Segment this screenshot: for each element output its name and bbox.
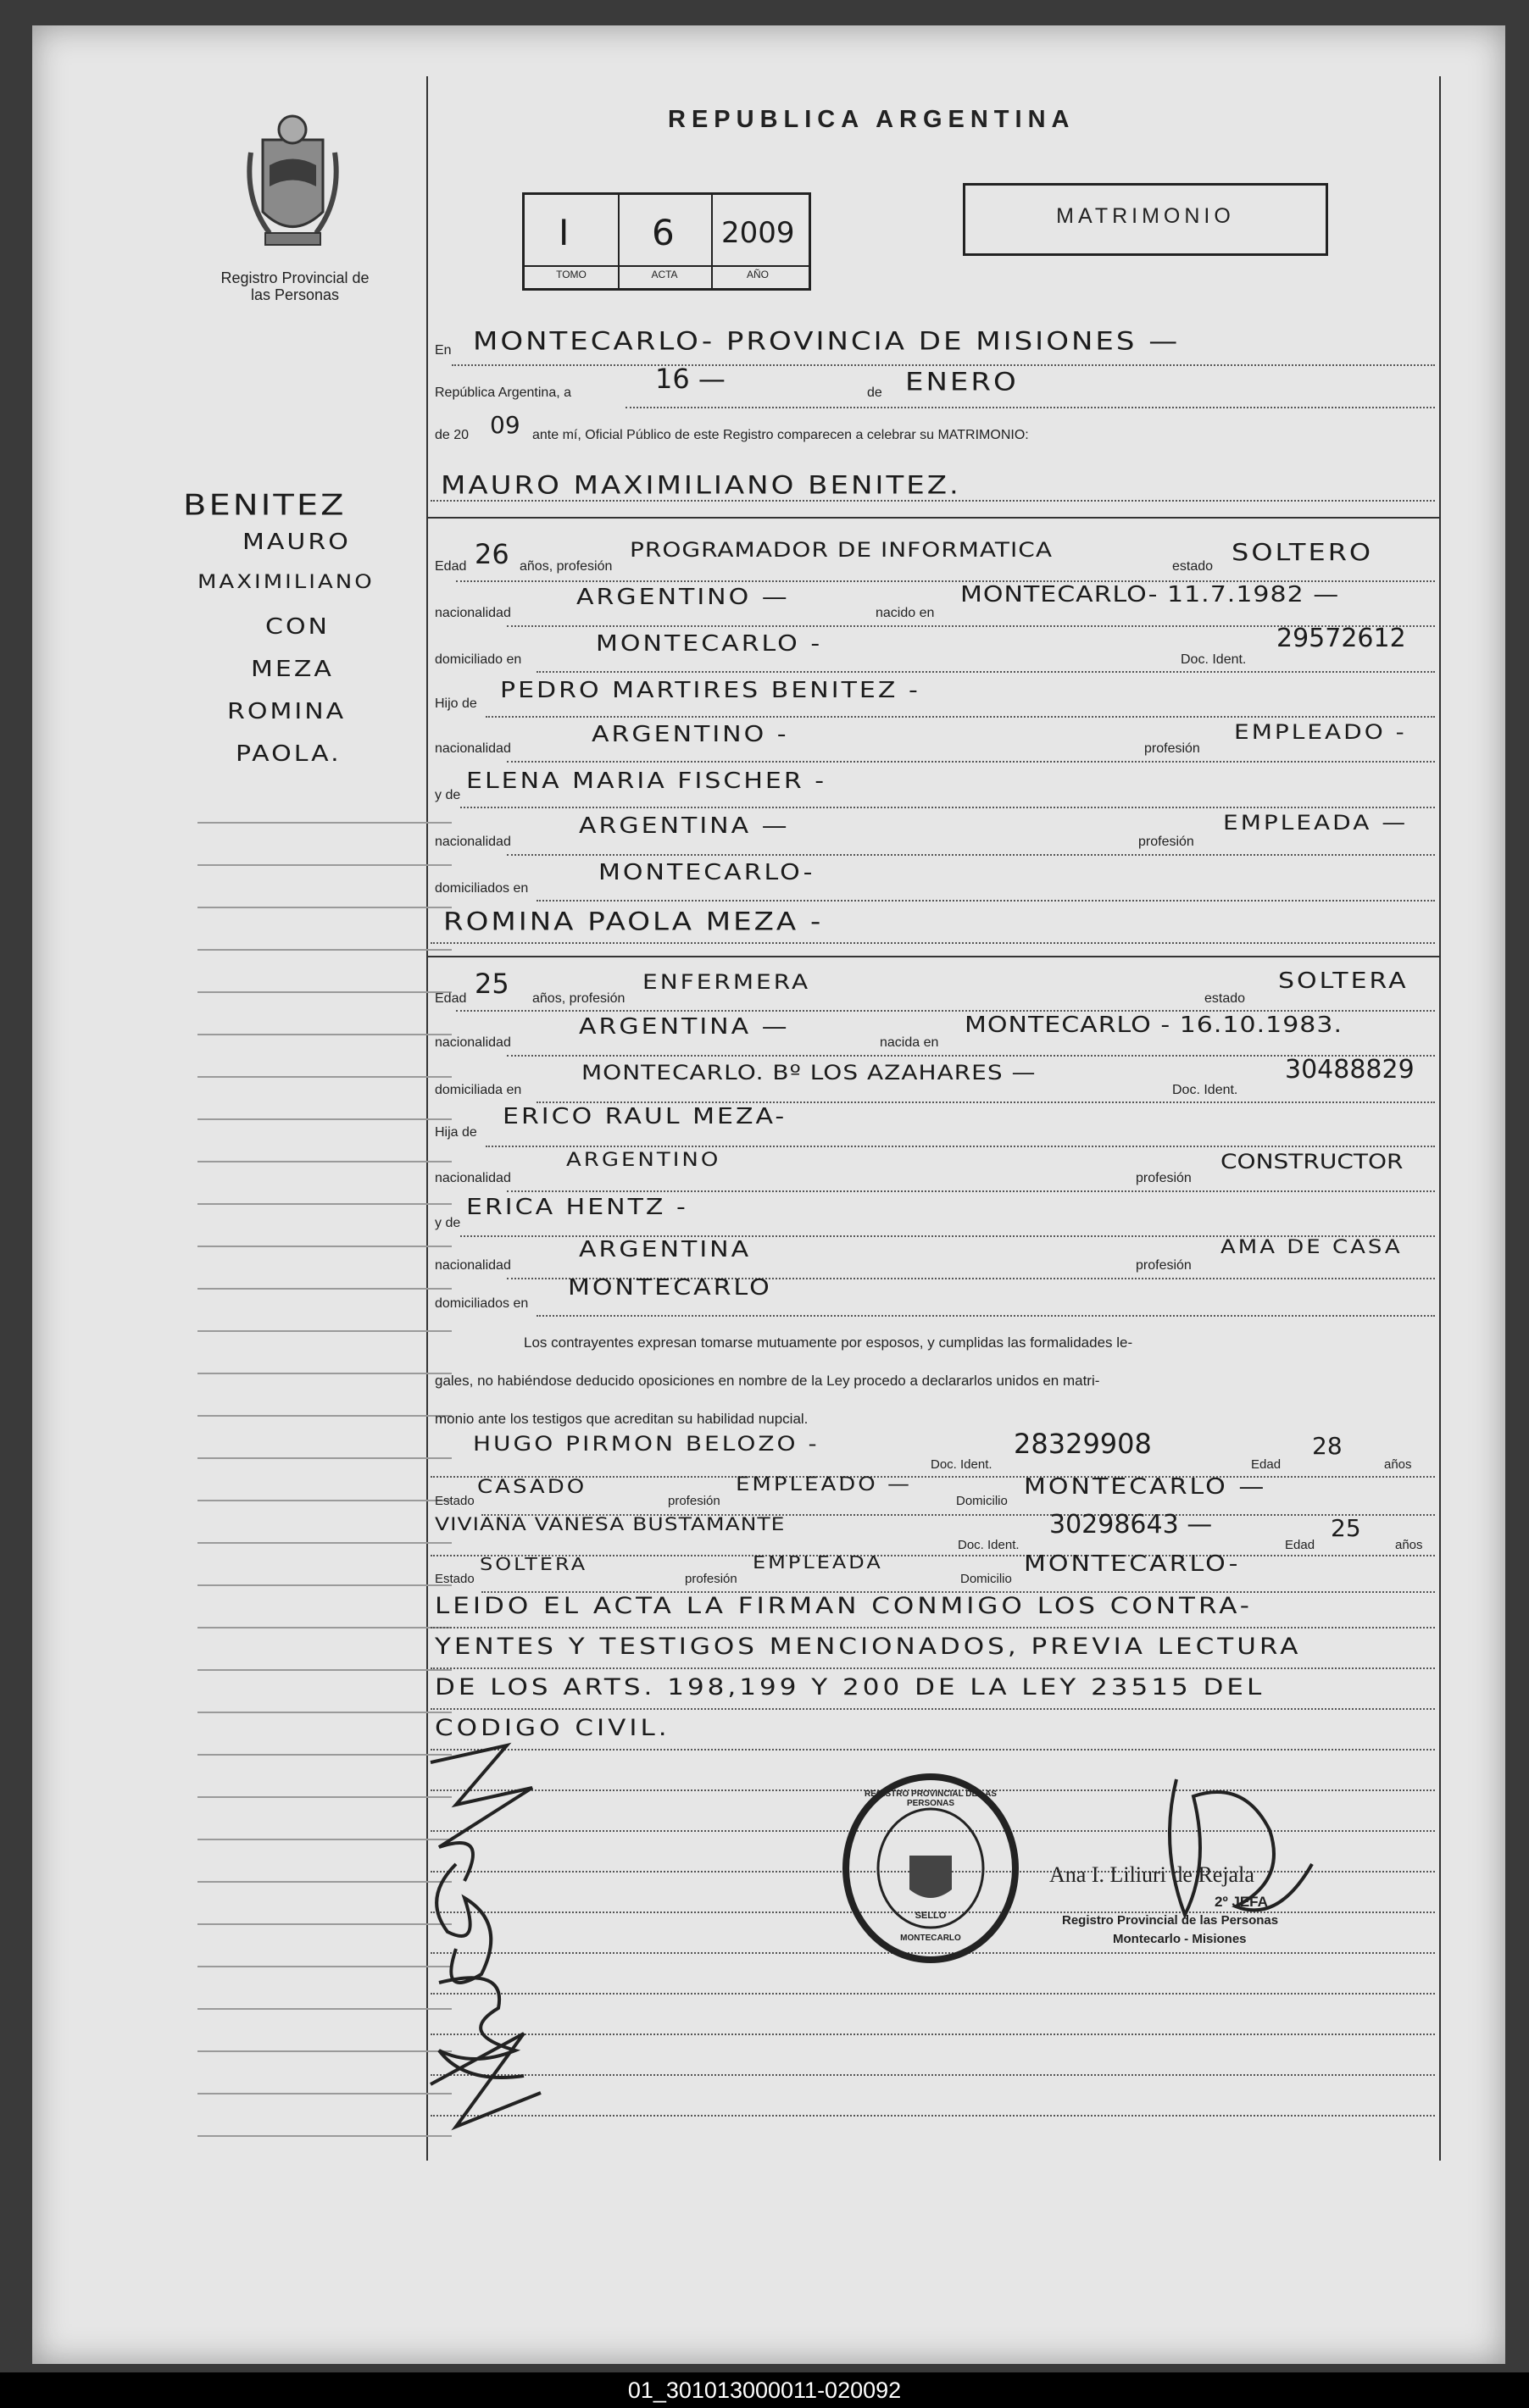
witness-2-anos-label: años <box>1395 1538 1423 1552</box>
seal-lower-text: MONTECARLO <box>900 1934 961 1943</box>
groom-doc: 29572612 <box>1276 624 1406 653</box>
groom-nacido: MONTECARLO- 11.7.1982 — <box>960 582 1340 608</box>
bride-father: ERICO RAUL MEZA- <box>503 1104 787 1129</box>
tomo-value: I <box>559 212 570 253</box>
official-seal <box>833 1771 1028 1966</box>
groom-profesion-label: años, profesión <box>520 559 613 574</box>
registry-name: Registro Provincial de las Personas <box>220 269 370 303</box>
bride-nacionalidad: ARGENTINA — <box>579 1014 790 1040</box>
ano-label: AÑO <box>746 269 769 280</box>
groom-mother: ELENA MARIA FISCHER - <box>466 768 827 794</box>
bride-profesion-label: años, profesión <box>532 991 626 1006</box>
bride-profesion: ENFERMERA <box>642 969 811 994</box>
witness-2-prof-label: profesión <box>685 1572 737 1586</box>
act-type-box <box>963 183 1328 256</box>
record-box <box>522 192 811 291</box>
statement: ante mí, Oficial Público de este Registro comparecen a celebrar su MATRIMONIO: <box>532 428 1029 442</box>
bride-mother-nac: ARGENTINA <box>579 1237 752 1262</box>
bride-estado-label: estado <box>1204 991 1246 1006</box>
groom-father-nac: ARGENTINO - <box>592 722 789 747</box>
margin-note-line: MAURO <box>242 530 351 555</box>
groom-doc-label: Doc. Ident. <box>1181 652 1247 667</box>
groom-father-prof-label: profesión <box>1144 741 1200 756</box>
seal-outer-text: REGISTRO PROVINCIAL DE LAS PERSONAS <box>865 1789 997 1808</box>
signature-scribbles <box>405 1728 626 2152</box>
witness-1-dom: MONTECARLO — <box>1024 1474 1267 1500</box>
closing-note-line: YENTES Y TESTIGOS MENCIONADOS, PREVIA LECTURA <box>435 1634 1302 1660</box>
margin-note-line: PAOLA. <box>236 741 342 767</box>
year-prefix-label: de 20 <box>435 428 470 442</box>
legal-text-line: Los contrayentes expresan tomarse mutuamente por esposos, y cumplidas las formalidades le- <box>524 1334 1133 1351</box>
ano-value: 2009 <box>721 216 795 250</box>
witness-1-edad: 28 <box>1312 1432 1343 1460</box>
groom-nacionalidad-label: nacionalidad <box>435 606 511 620</box>
margin-note-line: ROMINA <box>227 699 347 724</box>
country-title: REPUBLICA ARGENTINA <box>668 106 1076 133</box>
bride-nacida: MONTECARLO - 16.10.1983. <box>965 1013 1343 1038</box>
witness-2-prof: EMPLEADA <box>753 1552 883 1573</box>
witness-2-doc-label: Doc. Ident. <box>958 1538 1020 1552</box>
bride-father-prof: CONSTRUCTOR <box>1220 1149 1404 1173</box>
bride-domicilio: MONTECARLO. Bº LOS AZAHARES — <box>581 1060 1037 1085</box>
bride-doc-label: Doc. Ident. <box>1172 1083 1238 1097</box>
witness-1-prof: EMPLEADO — <box>736 1473 912 1495</box>
witness-2-edad-label: Edad <box>1285 1538 1315 1552</box>
groom-nacionalidad: ARGENTINO — <box>576 585 790 610</box>
witness-2-name: VIVIANA VANESA BUSTAMANTE <box>435 1513 786 1534</box>
witness-1-dom-label: Domicilio <box>956 1494 1008 1508</box>
groom-name: MAURO MAXIMILIANO BENITEZ. <box>441 471 961 500</box>
margin-note-line: CON <box>265 614 331 640</box>
officer-office: Registro Provincial de las Personas <box>1062 1913 1279 1928</box>
witness-2-dom-label: Domicilio <box>960 1572 1012 1586</box>
bride-nacionalidad-label: nacionalidad <box>435 1035 511 1050</box>
groom-domicilio: MONTECARLO - <box>596 631 823 657</box>
groom-mother-nac: ARGENTINA — <box>579 813 790 839</box>
acta-label: ACTA <box>651 269 678 280</box>
groom-father-nac-label: nacionalidad <box>435 741 511 756</box>
place-value: MONTECARLO- PROVINCIA DE MISIONES — <box>473 327 1181 356</box>
groom-estado-label: estado <box>1172 559 1214 574</box>
bride-mother-nac-label: nacionalidad <box>435 1258 511 1273</box>
witness-2-edad: 25 <box>1331 1514 1361 1542</box>
month-value: ENERO <box>905 368 1019 397</box>
seal-inner-text: SELLO <box>915 1911 947 1921</box>
officer-place: Montecarlo - Misiones <box>1113 1932 1247 1946</box>
witness-1-doc-label: Doc. Ident. <box>931 1457 992 1472</box>
closing-note-line: LEIDO EL ACTA LA FIRMAN CONMIGO LOS CONTRA- <box>435 1593 1253 1619</box>
witness-2-dom: MONTECARLO- <box>1024 1551 1241 1577</box>
de-label: de <box>867 386 882 400</box>
bride-mother-prof: AMA DE CASA <box>1220 1236 1403 1258</box>
bride-estado: SOLTERA <box>1278 968 1409 994</box>
file-id: 01_301013000011-020092 <box>627 2377 902 2403</box>
groom-father: PEDRO MARTIRES BENITEZ - <box>500 678 920 703</box>
bride-father-nac-label: nacionalidad <box>435 1171 511 1185</box>
margin-note-line: BENITEZ <box>183 488 347 522</box>
bride-mother: ERICA HENTZ - <box>466 1195 688 1220</box>
legal-text-line: monio ante los testigos que acreditan su habilidad nupcial. <box>435 1411 809 1427</box>
act-type: MATRIMONIO <box>1056 204 1235 228</box>
groom-edad-label: Edad <box>435 559 467 574</box>
tomo-label: TOMO <box>556 269 587 280</box>
witness-2-estado-label: Estado <box>435 1572 475 1586</box>
groom-estado: SOLTERO <box>1232 538 1374 566</box>
bride-father-nac: ARGENTINO <box>566 1149 721 1171</box>
groom-profesion: PROGRAMADOR DE INFORMATICA <box>630 537 1053 562</box>
witness-1-name: HUGO PIRMON BELOZO - <box>473 1431 820 1456</box>
bride-father-prof-label: profesión <box>1136 1171 1192 1185</box>
bride-domicilio-label: domiciliada en <box>435 1083 522 1097</box>
closing-note-line: CODIGO CIVIL. <box>435 1715 670 1741</box>
groom-hijo-label: Hijo de <box>435 696 477 711</box>
officer-name: Ana I. Liliuri de Rejala <box>1049 1862 1254 1887</box>
groom-edad: 26 <box>475 538 509 570</box>
bride-mother-prof-label: profesión <box>1136 1258 1192 1273</box>
groom-y-de-label: y de <box>435 788 461 802</box>
republica-label: República Argentina, a <box>435 386 571 400</box>
witness-1-estado-label: Estado <box>435 1494 475 1508</box>
bride-doc: 30488829 <box>1285 1055 1415 1085</box>
bride-y-de-label: y de <box>435 1216 461 1230</box>
groom-parents-dom-label: domiciliados en <box>435 881 529 896</box>
en-label: En <box>435 343 452 358</box>
groom-domicilio-label: domiciliado en <box>435 652 522 667</box>
register-page <box>32 25 1505 2364</box>
bride-edad-label: Edad <box>435 991 467 1006</box>
groom-father-prof: EMPLEADO - <box>1234 719 1407 744</box>
bride-parents-dom-label: domiciliados en <box>435 1296 529 1311</box>
day-value: 16 — <box>655 363 726 395</box>
witness-1-estado: CASADO <box>477 1476 587 1498</box>
margin-note-line: MEZA <box>251 657 334 682</box>
bride-nacida-label: nacida en <box>880 1035 939 1050</box>
witness-1-anos-label: años <box>1384 1457 1412 1472</box>
bride-edad: 25 <box>475 968 509 1000</box>
witness-2-estado: SOLTERA <box>480 1554 588 1574</box>
officer-title: 2º JEFA <box>1215 1894 1268 1910</box>
witness-1-edad-label: Edad <box>1251 1457 1282 1472</box>
groom-mother-prof: EMPLEADA — <box>1223 810 1409 835</box>
witness-1-doc: 28329908 <box>1014 1428 1152 1460</box>
witness-1-prof-label: profesión <box>668 1494 720 1508</box>
year-suffix: 09 <box>490 411 520 439</box>
groom-nacido-label: nacido en <box>876 606 935 620</box>
bride-parents-dom: MONTECARLO <box>568 1275 772 1301</box>
margin-note-line: MAXIMILIANO <box>197 571 375 593</box>
acta-value: 6 <box>652 212 675 253</box>
groom-parents-dom: MONTECARLO- <box>598 860 815 885</box>
bride-hija-label: Hija de <box>435 1125 477 1140</box>
file-id-bar <box>0 2372 1529 2408</box>
closing-note-line: DE LOS ARTS. 198,199 Y 200 DE LA LEY 23515 DEL <box>435 1674 1265 1701</box>
bride-name: ROMINA PAOLA MEZA - <box>443 907 824 936</box>
legal-text-line: gales, no habiéndose deducido oposiciones en nombre de la Ley procedo a declararlos unidos en matri- <box>435 1373 1100 1389</box>
witness-2-doc: 30298643 — <box>1049 1510 1213 1540</box>
groom-mother-nac-label: nacionalidad <box>435 835 511 849</box>
coat-of-arms-emblem <box>244 106 342 275</box>
groom-mother-prof-label: profesión <box>1138 835 1194 849</box>
